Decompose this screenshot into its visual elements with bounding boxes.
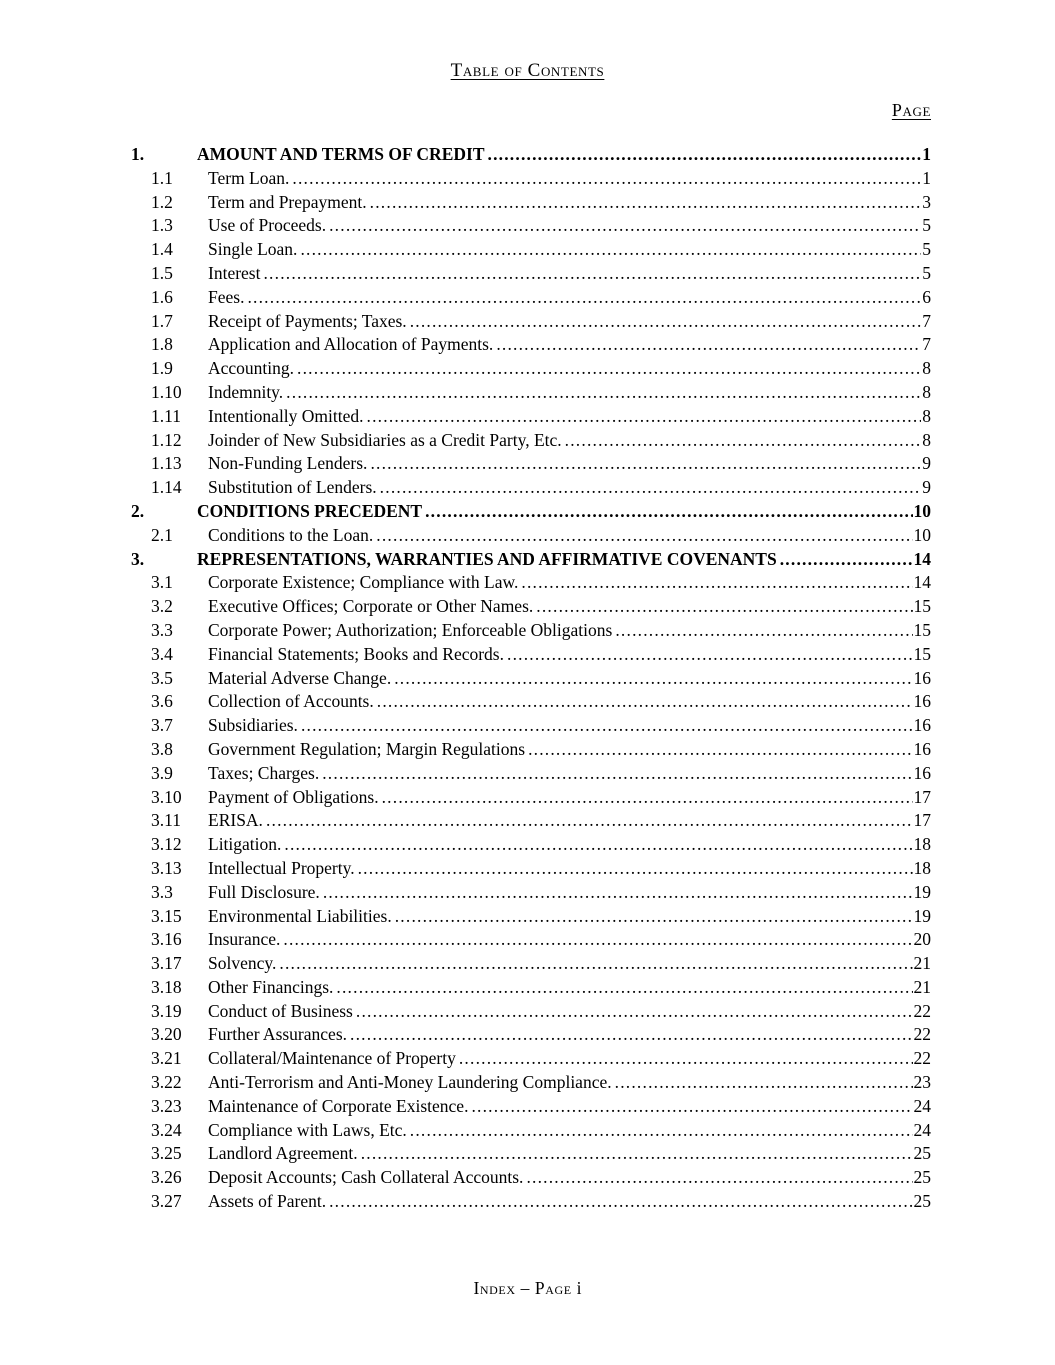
dot-leader: [367, 405, 922, 429]
dot-leader: [528, 738, 912, 762]
toc-entry-number: 3.19: [151, 1000, 182, 1021]
toc-entry: [131, 1023, 931, 1047]
toc-entry: [131, 238, 931, 262]
toc-entry-number: 1.10: [151, 381, 182, 402]
toc-entry: [131, 786, 931, 810]
dot-leader: [283, 928, 912, 952]
toc-entry: [131, 1142, 931, 1166]
toc-entry-number: 3.2: [151, 596, 173, 617]
dot-leader: [459, 1047, 913, 1071]
toc-entry-title: Payment of Obligations.: [208, 786, 379, 807]
toc-entry-title: Joinder of New Subsidiaries as a Credit Party, Etc.: [208, 429, 562, 450]
toc-entry-title: Corporate Existence; Compliance with Law.: [208, 572, 519, 593]
toc-entry: [131, 643, 931, 667]
toc-entry-page: 7: [922, 310, 931, 331]
toc-entry: [131, 548, 931, 572]
toc-entry-title: Substitution of Lenders.: [208, 477, 377, 498]
dot-leader: [382, 786, 913, 810]
toc-entry-title: AMOUNT AND TERMS OF CREDIT: [197, 144, 485, 164]
toc-entry-title: Collateral/Maintenance of Property: [208, 1048, 456, 1069]
toc-entry-page: 1: [922, 167, 931, 188]
toc-entry-title: Application and Allocation of Payments.: [208, 334, 494, 355]
toc-entry: [131, 667, 931, 691]
toc-entry-page: 18: [913, 834, 931, 855]
toc-entry-page: 3: [922, 191, 931, 212]
toc-entry-number: 3.10: [151, 786, 182, 807]
toc-entry-number: 1.12: [151, 429, 182, 450]
toc-entry-page: 10: [913, 524, 931, 545]
toc-entry: [131, 286, 931, 310]
toc-entry: [131, 1119, 931, 1143]
dot-leader: [370, 191, 922, 215]
toc-entry-title: Term and Prepayment.: [208, 191, 367, 212]
dot-leader: [247, 286, 921, 310]
dot-leader: [279, 952, 912, 976]
toc-entry-number: 1.6: [151, 286, 173, 307]
toc-entry-number: 3.11: [151, 810, 181, 831]
toc-entry-title: Fees.: [208, 286, 245, 307]
dot-leader: [410, 310, 922, 334]
toc-entry-title: Environmental Liabilities.: [208, 905, 392, 926]
toc-entry-page: 5: [922, 215, 931, 236]
toc-entry-number: 3.9: [151, 762, 173, 783]
toc-entry-number: 1.5: [151, 262, 173, 283]
toc-entry: [131, 976, 931, 1000]
dot-leader: [263, 262, 921, 286]
toc-entry-title: CONDITIONS PRECEDENT: [197, 500, 423, 521]
toc-entry-page: 1: [922, 144, 931, 164]
toc-entry-number: 3.6: [151, 691, 173, 712]
toc-entry-page: 25: [913, 1191, 931, 1212]
toc-entry: [131, 500, 931, 524]
toc-entry: [131, 714, 931, 738]
toc-entry-title: Deposit Accounts; Cash Collateral Accounts.: [208, 1167, 524, 1188]
toc-entry-number: 3.3: [151, 881, 173, 902]
toc-entry-title: Full Disclosure.: [208, 881, 320, 902]
dot-leader: [284, 833, 912, 857]
toc-entry-number: 2.1: [151, 524, 173, 545]
toc-entry: [131, 1071, 931, 1095]
toc-entry: [131, 1000, 931, 1024]
dot-leader: [565, 429, 922, 453]
dot-leader: [615, 1071, 913, 1095]
toc-entry: [131, 857, 931, 881]
toc-entry: [131, 690, 931, 714]
toc-entry-number: 3.18: [151, 976, 182, 997]
toc-entry-number: 1.14: [151, 477, 182, 498]
toc-entry-page: 19: [913, 905, 931, 926]
toc-entry-number: 3.20: [151, 1024, 182, 1045]
footer-page-number: i: [576, 1278, 582, 1298]
toc-entry-page: 21: [913, 976, 931, 997]
toc-entry-page: 22: [913, 1000, 931, 1021]
toc-entry-number: 3.24: [151, 1119, 182, 1140]
toc-entry-number: 3.17: [151, 953, 182, 974]
dot-leader: [370, 452, 921, 476]
toc-entry: [131, 952, 931, 976]
dot-leader: [496, 333, 921, 357]
toc-entry-number: 1.3: [151, 215, 173, 236]
toc-entry-title: Further Assurances.: [208, 1024, 348, 1045]
toc-entry-page: 16: [913, 738, 931, 759]
toc-entry-page: 6: [922, 286, 931, 307]
dot-leader: [361, 1142, 913, 1166]
toc-entry-number: 3.26: [151, 1167, 182, 1188]
toc-entry-page: 16: [913, 762, 931, 783]
toc-entry-title: Litigation.: [208, 834, 282, 855]
toc-entry-number: 3.8: [151, 738, 173, 759]
toc-entry-page: 10: [913, 500, 931, 521]
toc-entry-page: 24: [913, 1119, 931, 1140]
dot-leader: [322, 762, 912, 786]
toc-entry-title: Intellectual Property.: [208, 857, 355, 878]
toc-list: [131, 143, 931, 1214]
toc-entry: [131, 429, 931, 453]
dot-leader: [286, 381, 921, 405]
toc-entry: [131, 571, 931, 595]
dot-leader: [376, 524, 912, 548]
toc-entry-page: 18: [913, 857, 931, 878]
toc-entry-page: 14: [913, 548, 931, 569]
toc-entry: [131, 452, 931, 476]
toc-entry-number: 1.2: [151, 191, 173, 212]
dot-leader: [395, 905, 913, 929]
dot-leader: [301, 714, 913, 738]
toc-entry: [131, 809, 931, 833]
toc-entry-number: 1.: [131, 144, 145, 164]
dot-leader: [377, 690, 913, 714]
toc-entry-title: Government Regulation; Margin Regulations: [208, 738, 526, 759]
toc-entry-title: Maintenance of Corporate Existence.: [208, 1095, 469, 1116]
toc-entry-title: Collection of Accounts.: [208, 691, 374, 712]
toc-entry-page: 15: [913, 619, 931, 640]
toc-entry: [131, 833, 931, 857]
dot-leader: [425, 500, 912, 524]
toc-entry-page: 7: [922, 334, 931, 355]
toc-entry-page: 22: [913, 1024, 931, 1045]
toc-entry-page: 9: [922, 477, 931, 498]
toc-entry: [131, 333, 931, 357]
toc-entry-number: 3.12: [151, 834, 182, 855]
toc-entry: [131, 1190, 931, 1214]
page-column-header: [0, 100, 1055, 121]
toc-entry-page: 5: [922, 239, 931, 260]
toc-entry-page: 17: [913, 786, 931, 807]
dot-leader: [266, 809, 913, 833]
toc-entry-title: Other Financings.: [208, 976, 334, 997]
toc-entry-title: Material Adverse Change.: [208, 667, 392, 688]
toc-entry-title: Assets of Parent.: [208, 1191, 327, 1212]
toc-entry: [131, 595, 931, 619]
toc-entry: [131, 214, 931, 238]
toc-entry: [131, 191, 931, 215]
toc-entry-number: 1.11: [151, 405, 181, 426]
toc-entry-title: Corporate Power; Authorization; Enforceable Obligations: [208, 619, 613, 640]
toc-entry-page: 16: [913, 667, 931, 688]
toc-entry-title: Executive Offices; Corporate or Other Names.: [208, 596, 534, 617]
toc-entry-page: 8: [922, 381, 931, 402]
dot-leader: [526, 1166, 912, 1190]
toc-entry-page: 9: [922, 453, 931, 474]
dot-leader: [358, 857, 913, 881]
toc-entry-number: 1.9: [151, 358, 173, 379]
toc-entry-page: 16: [913, 715, 931, 736]
dot-leader: [380, 476, 922, 500]
dot-leader: [356, 1000, 913, 1024]
toc-entry-page: 21: [913, 953, 931, 974]
toc-entry-page: 15: [913, 596, 931, 617]
toc-entry-title: Receipt of Payments; Taxes.: [208, 310, 407, 331]
dot-leader: [780, 548, 913, 572]
toc-entry: [131, 310, 931, 334]
toc-entry: [131, 881, 931, 905]
dot-leader: [336, 976, 912, 1000]
toc-entry: [131, 1095, 931, 1119]
page-column-header-text: Page: [891, 100, 931, 120]
toc-entry-number: 1.8: [151, 334, 173, 355]
toc-entry: [131, 905, 931, 929]
toc-entry-number: 3.5: [151, 667, 173, 688]
toc-entry-title: Financial Statements; Books and Records.: [208, 643, 504, 664]
dot-leader: [300, 238, 921, 262]
toc-entry-number: 3.27: [151, 1191, 182, 1212]
toc-entry-title: Anti-Terrorism and Anti-Money Laundering Compliance.: [208, 1072, 612, 1093]
toc-entry-page: 24: [913, 1095, 931, 1116]
toc-entry-number: 3.16: [151, 929, 182, 950]
toc-entry-page: 14: [913, 572, 931, 593]
dot-leader: [521, 571, 912, 595]
toc-entry: [131, 1047, 931, 1071]
toc-entry-page: 8: [922, 358, 931, 379]
dot-leader: [410, 1119, 913, 1143]
toc-entry-title: Conditions to the Loan.: [208, 524, 374, 545]
toc-entry: [131, 262, 931, 286]
dot-leader: [488, 143, 922, 167]
dot-leader: [329, 1190, 912, 1214]
dot-leader: [471, 1095, 912, 1119]
toc-entry-title: Non-Funding Lenders.: [208, 453, 368, 474]
toc-entry-title: Landlord Agreement.: [208, 1143, 358, 1164]
toc-entry: [131, 381, 931, 405]
toc-entry-number: 3.15: [151, 905, 182, 926]
toc-entry-page: 20: [913, 929, 931, 950]
toc-entry-title: Compliance with Laws, Etc.: [208, 1119, 407, 1140]
toc-entry-title: Indemnity.: [208, 381, 284, 402]
toc-entry-number: 3.4: [151, 643, 173, 664]
toc-entry-number: 3.1: [151, 572, 173, 593]
page-title-text: Table of Contents: [450, 60, 605, 81]
toc-entry: [131, 762, 931, 786]
toc-entry-title: ERISA.: [208, 810, 263, 831]
toc-entry: [131, 524, 931, 548]
toc-entry-title: Term Loan.: [208, 167, 290, 188]
toc-entry-page: 5: [922, 262, 931, 283]
toc-entry-number: 2.: [131, 500, 145, 521]
dot-leader: [394, 667, 912, 691]
toc-entry-title: Solvency.: [208, 953, 277, 974]
toc-entry-page: 8: [922, 429, 931, 450]
toc-entry-number: 3.3: [151, 619, 173, 640]
page-title: [0, 0, 1055, 82]
toc-entry: [131, 476, 931, 500]
toc-entry-title: Conduct of Business: [208, 1000, 353, 1021]
toc-entry-page: 25: [913, 1167, 931, 1188]
toc-entry-number: 3.: [131, 548, 145, 569]
toc-entry-title: Use of Proceeds.: [208, 215, 327, 236]
toc-entry-number: 3.7: [151, 715, 173, 736]
toc-entry-page: 8: [922, 405, 931, 426]
toc-entry-number: 3.23: [151, 1095, 182, 1116]
toc-entry-number: 1.7: [151, 310, 173, 331]
toc-entry-number: 3.22: [151, 1072, 182, 1093]
toc-entry: [131, 405, 931, 429]
toc-entry: [131, 738, 931, 762]
dot-leader: [350, 1023, 912, 1047]
toc-entry-number: 1.1: [151, 167, 173, 188]
toc-entry-title: Subsidiaries.: [208, 715, 298, 736]
toc-entry: [131, 143, 931, 167]
toc-entry-page: 25: [913, 1143, 931, 1164]
dot-leader: [507, 643, 913, 667]
dot-leader: [323, 881, 913, 905]
toc-entry: [131, 619, 931, 643]
toc-entry-title: Accounting.: [208, 358, 295, 379]
page-footer: [0, 1278, 1055, 1299]
toc-entry-page: 22: [913, 1048, 931, 1069]
toc-entry-number: 3.13: [151, 857, 182, 878]
toc-entry: [131, 1166, 931, 1190]
toc-entry-number: 3.25: [151, 1143, 182, 1164]
toc-entry: [131, 167, 931, 191]
toc-entry-number: 3.21: [151, 1048, 182, 1069]
dot-leader: [292, 167, 921, 191]
dot-leader: [329, 214, 921, 238]
toc-entry-page: 17: [913, 810, 931, 831]
toc-entry-title: Taxes; Charges.: [208, 762, 320, 783]
dot-leader: [536, 595, 912, 619]
dot-leader: [297, 357, 921, 381]
toc-entry-title: Single Loan.: [208, 239, 298, 260]
toc-entry-page: 23: [913, 1072, 931, 1093]
toc-entry-page: 16: [913, 691, 931, 712]
toc-entry-page: 15: [913, 643, 931, 664]
footer-label: Index – Page: [473, 1278, 577, 1298]
toc-entry-number: 1.13: [151, 453, 182, 474]
toc-entry-number: 1.4: [151, 239, 173, 260]
toc-entry-title: Intentionally Omitted.: [208, 405, 364, 426]
dot-leader: [615, 619, 912, 643]
toc-entry-title: Interest: [208, 262, 261, 283]
toc-entry: [131, 928, 931, 952]
toc-entry-page: 19: [913, 881, 931, 902]
toc-entry-title: Insurance.: [208, 929, 281, 950]
toc-entry-title: REPRESENTATIONS, WARRANTIES AND AFFIRMATIVE COVENANTS: [197, 548, 777, 569]
toc-entry: [131, 357, 931, 381]
